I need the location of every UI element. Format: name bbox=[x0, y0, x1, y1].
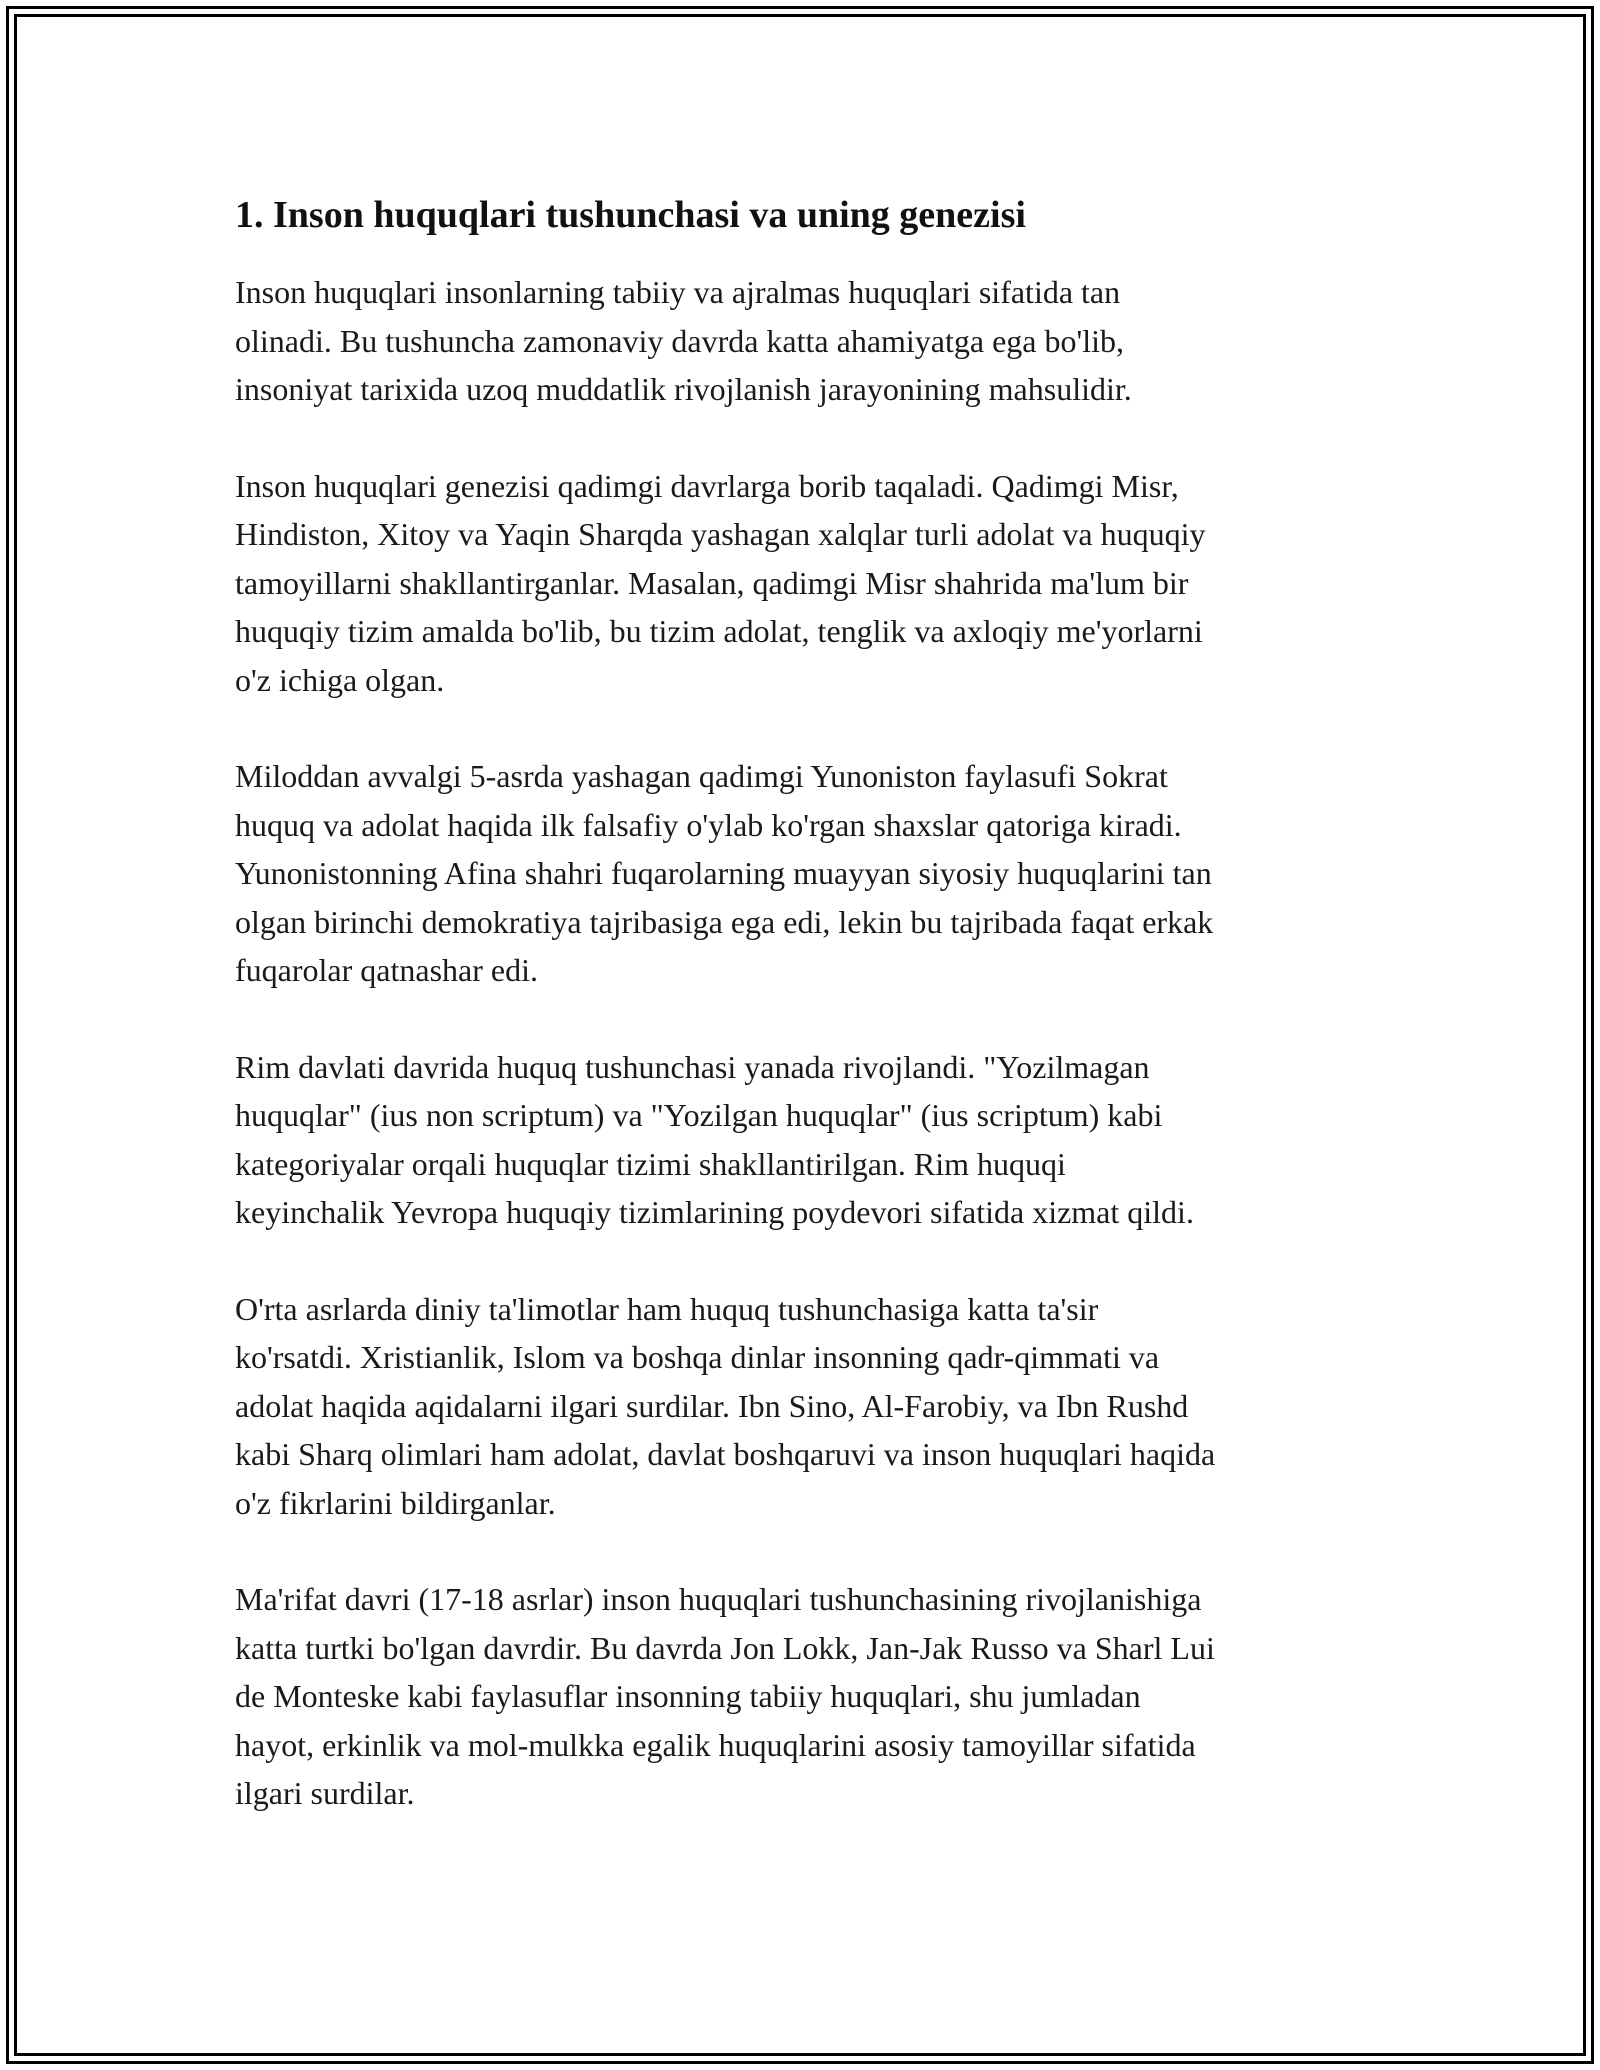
paragraph-line: olinadi. Bu tushuncha zamonaviy davrda katta ahamiyatga ega bo'lib, bbox=[235, 322, 1125, 359]
paragraph-line: Inson huquqlari insonlarning tabiiy va ajralmas huquqlari sifatida tan bbox=[235, 274, 1121, 310]
paragraph-line: adolat haqida aqidalarni ilgari surdilar. Ibn Sino, Al-Farobiy, va Ibn Rushd bbox=[235, 1387, 1189, 1424]
section-title: 1. Inson huquqlari tushunchasi va uning genezisi bbox=[235, 194, 1026, 236]
paragraph-line: Yunonistonning Afina shahri fuqarolarning muayyan siyosiy huquqlarini tan bbox=[235, 855, 1212, 891]
paragraph-line: Ma'rifat davri (17-18 asrlar) inson huquqlari tushunchasining rivojlanishiga bbox=[235, 1581, 1202, 1617]
paragraph-line: keyinchalik Yevropa huquqiy tizimlarining poydevori sifatida xizmat qildi. bbox=[235, 1194, 1194, 1230]
paragraph-line: Inson huquqlari genezisi qadimgi davrlarga borib taqaladi. Qadimgi Misr, bbox=[235, 467, 1179, 504]
paragraph-line: ko'rsatdi. Xristianlik, Islom va boshqa dinlar insonning qadr-qimmati va bbox=[235, 1339, 1160, 1375]
paragraph-line: hayot, erkinlik va mol-mulkka egalik huquqlarini asosiy tamoyillar sifatida bbox=[235, 1726, 1196, 1763]
paragraph-line: insoniyat tarixida uzoq muddatlik rivojlanish jarayonining mahsulidir. bbox=[235, 371, 1132, 407]
paragraph-line: fuqarolar qatnashar edi. bbox=[235, 952, 538, 988]
paragraph bbox=[235, 1285, 1375, 1528]
paragraph-line: kategoriyalar orqali huquqlar tizimi shakllantirilgan. Rim huquqi bbox=[235, 1145, 1066, 1182]
paragraph bbox=[235, 1575, 1375, 1818]
paragraph-line: O'rta asrlarda diniy ta'limotlar ham huquq tushunchasiga katta ta'sir bbox=[235, 1290, 1099, 1327]
paragraph-line: Miloddan avvalgi 5-asrda yashagan qadimgi Yunoniston faylasufi Sokrat bbox=[235, 758, 1168, 794]
paragraph-line: huquqlar" (ius non scriptum) va "Yozilgan huquqlar" (ius scriptum) kabi bbox=[235, 1097, 1163, 1133]
paragraph-line: o'z fikrlarini bildirganlar. bbox=[235, 1484, 556, 1521]
paragraph-line: o'z ichiga olgan. bbox=[235, 661, 445, 698]
paragraph-line: tamoyillarni shakllantirganlar. Masalan, qadimgi Misr shahrida ma'lum bir bbox=[235, 564, 1189, 601]
paragraph bbox=[235, 1043, 1375, 1237]
document-body bbox=[235, 268, 1375, 1818]
paragraph bbox=[235, 462, 1375, 705]
paragraph-line: kabi Sharq olimlari ham adolat, davlat boshqaruvi va inson huquqlari haqida bbox=[235, 1436, 1216, 1472]
paragraph bbox=[235, 752, 1375, 995]
paragraph-line: Rim davlati davrida huquq tushunchasi yanada rivojlandi. "Yozilmagan bbox=[235, 1048, 1150, 1085]
paragraph-line: olgan birinchi demokratiya tajribasiga ega edi, lekin bu tajribada faqat erkak bbox=[235, 903, 1214, 940]
paragraph-line: de Monteske kabi faylasuflar insonning tabiiy huquqlari, shu jumladan bbox=[235, 1678, 1141, 1714]
paragraph-line: huquq va adolat haqida ilk falsafiy o'ylab ko'rgan shaxslar qatoriga kiradi. bbox=[235, 806, 1182, 843]
paragraph bbox=[235, 268, 1375, 414]
paragraph-line: ilgari surdilar. bbox=[235, 1775, 415, 1811]
paragraph-line: Hindiston, Xitoy va Yaqin Sharqda yashagan xalqlar turli adolat va huquqiy bbox=[235, 516, 1206, 552]
document-page bbox=[235, 190, 1375, 1866]
paragraph-line: katta turtki bo'lgan davrdir. Bu davrda Jon Lokk, Jan-Jak Russo va Sharl Lui bbox=[235, 1629, 1215, 1666]
paragraph-line: huquqiy tizim amalda bo'lib, bu tizim adolat, tenglik va axloqiy me'yorlarni bbox=[235, 613, 1203, 649]
